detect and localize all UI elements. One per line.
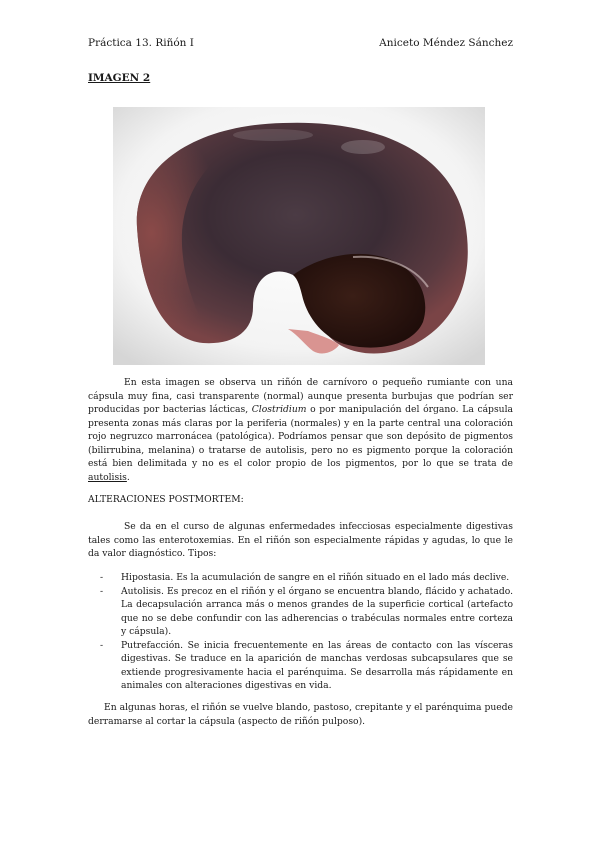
paragraph-1-text-2: o por manipulación del órgano. La cápsula presenta zonas más claras por la periferia (normales) y en la parte central una coloración rojo negruzco marronácea (patológica). Podríamos pensar que son depósito de pigmentos (bilirrubina, melanina) o tratarse de autolisis, pero no es pigmento porque la coloración está bien delimitada y no es el color propio de los pigmentos, por lo que se trata de <box>88 404 513 469</box>
list-item-text: Autolisis. Es precoz en el riñón y el órgano se encuentra blando, flácido y achatado. La decapsulación arranca más o menos grandes de la superficie cortical (artefacto que no se debe confundir con las adherencias o trabéculas normales entre corteza y cápsula). <box>121 585 513 637</box>
list-item-text: Putrefacción. Se inicia frecuentemente en las áreas de contacto con las vísceras digestivas. Se traduce en la aparición de manchas verdosas subcapsulares que se extiende progresivamente hacia el parénquima. Se desarrolla más rápidamente en animales con alteraciones digestivas en vida. <box>121 639 513 691</box>
section-heading: ALTERACIONES POSTMORTEM: <box>88 494 244 505</box>
paragraph-2: Se da en el curso de algunas enfermedades infecciosas especialmente digestivas tales como las enterotoxemias. En el riñón son especialmente rápidas y agudas, lo que le da valor diagnóstico. Tipos: <box>88 521 513 559</box>
header-left: Práctica 13. Riñón I <box>88 37 194 49</box>
paragraph-1 <box>88 376 513 484</box>
list-item <box>88 639 513 693</box>
section-title: IMAGEN 2 <box>88 72 151 84</box>
header-right: Aniceto Méndez Sánchez <box>379 37 513 49</box>
list-item <box>88 585 513 639</box>
underlined-term: autolisis <box>88 471 127 483</box>
paragraph-3: En algunas horas, el riñón se vuelve blando, pastoso, crepitante y el parénquima puede derramarse al cortar la cápsula (aspecto de riñón pulposo). <box>88 702 513 727</box>
paragraph-1-end: . <box>126 471 130 483</box>
list-item <box>88 571 513 585</box>
list-dash: - <box>100 572 104 583</box>
list-dash: - <box>100 585 104 597</box>
list-dash: - <box>100 639 104 651</box>
paragraph-1-text: En esta imagen se observa un riñón de carnívoro o pequeño rumiante con una cápsula muy fina, casi transparente (normal) aunque presenta burbujas que podrían ser producidas por bacterias lácticas, <box>88 377 513 415</box>
list-item-text: Hipostasia. Es la acumulación de sangre en el riñón situado en el lado más declive. <box>121 572 510 583</box>
types-list <box>88 571 513 693</box>
italic-term: Clostridium <box>251 404 307 415</box>
kidney-photo <box>113 107 485 365</box>
